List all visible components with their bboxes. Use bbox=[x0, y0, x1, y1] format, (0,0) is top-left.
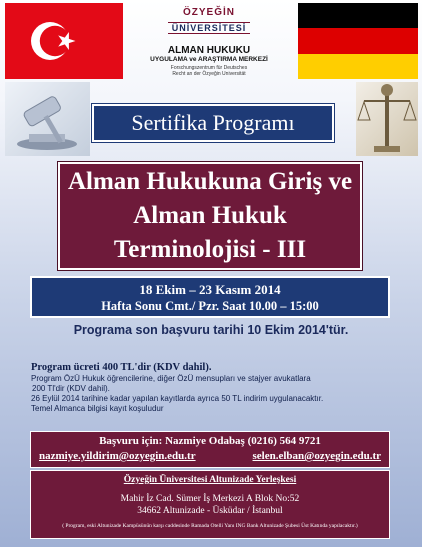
program-dates bbox=[30, 276, 390, 318]
logo-name-line2: ÜNİVERSİTESİ bbox=[168, 22, 251, 34]
date-range: 18 Ekim – 23 Kasım 2014 bbox=[139, 282, 281, 297]
program-label: Sertifika Programı bbox=[92, 104, 334, 142]
email-link-selen[interactable]: selen.elban@ozyegin.edu.tr bbox=[252, 450, 381, 462]
justice-statue-photo bbox=[356, 82, 418, 156]
crescent-star-icon bbox=[5, 3, 123, 79]
discount-line-b: 200 Tl'dir (KDV dahil). bbox=[32, 384, 110, 393]
venue-note: ( Program, eski Altunizade Kampüsünün karşı caddesinde Ramada Otelli Yanı ING Bank Altunizade Şubesi Üst Katında yapılacaktır.) bbox=[62, 523, 358, 529]
campus-name: Özyeğin Üniversitesi Altunizade Yerleşkesi bbox=[123, 475, 297, 485]
application-deadline: Programa son başvuru tarihi 10 Ekim 2014'tür. bbox=[73, 323, 349, 337]
gavel-icon bbox=[5, 82, 90, 156]
contact-emails bbox=[31, 449, 389, 464]
schedule: Hafta Sonu Cmt./ Pzr. Saat 10.00 – 15:00 bbox=[101, 299, 319, 313]
germany-flag-black-stripe bbox=[298, 3, 418, 28]
program-fee: Program ücreti 400 TL'dir (KDV dahil). bbox=[31, 362, 212, 373]
contact-box bbox=[30, 431, 390, 468]
center-subname: UYGULAMA ve ARAŞTIRMA MERKEZİ bbox=[150, 56, 268, 63]
germany-flag bbox=[298, 3, 418, 79]
logo-name-line1: ÖZYEĞİN bbox=[182, 7, 235, 18]
germany-flag-gold-stripe bbox=[298, 54, 418, 79]
address-line1: Mahir İz Cad. Sümer İş Merkezi A Blok No:52 bbox=[120, 494, 300, 504]
address-line2: 34662 Altunizade - Üsküdar / İstanbul bbox=[137, 506, 283, 516]
germany-flag-red-stripe bbox=[298, 28, 418, 53]
scales-of-justice-icon bbox=[356, 82, 418, 156]
center-german-name: Forschungszentrum für Deutsches Recht an der Özyeğin Universität bbox=[170, 65, 248, 77]
program-info bbox=[31, 361, 411, 414]
program-title: Alman Hukukuna Giriş ve Alman Hukuk Terminolojisi - III bbox=[58, 162, 362, 270]
email-link-nazmiye[interactable]: nazmiye.yildirim@ozyegin.edu.tr bbox=[39, 450, 196, 462]
university-logo bbox=[142, 3, 276, 79]
contact-person: Başvuru için: Nazmiye Odabaş (0216) 564 9721 bbox=[99, 435, 321, 447]
early-registration-note: 26 Eylül 2014 tarihine kadar yapılan kayıtlarda ayrıca 50 TL indirim uygulanacaktır. bbox=[31, 394, 324, 403]
center-name: ALMAN HUKUKU bbox=[167, 45, 251, 56]
language-requirement: Temel Almanca bilgisi kayıt koşuludur bbox=[31, 404, 164, 413]
discount-line-a: Program ÖzÜ Hukuk öğrencilerine, diğer ÖzÜ mensupları ve stajyer avukatlara bbox=[31, 374, 311, 383]
address-box bbox=[30, 470, 390, 539]
turkey-flag bbox=[5, 3, 123, 79]
gavel-photo bbox=[5, 82, 90, 156]
